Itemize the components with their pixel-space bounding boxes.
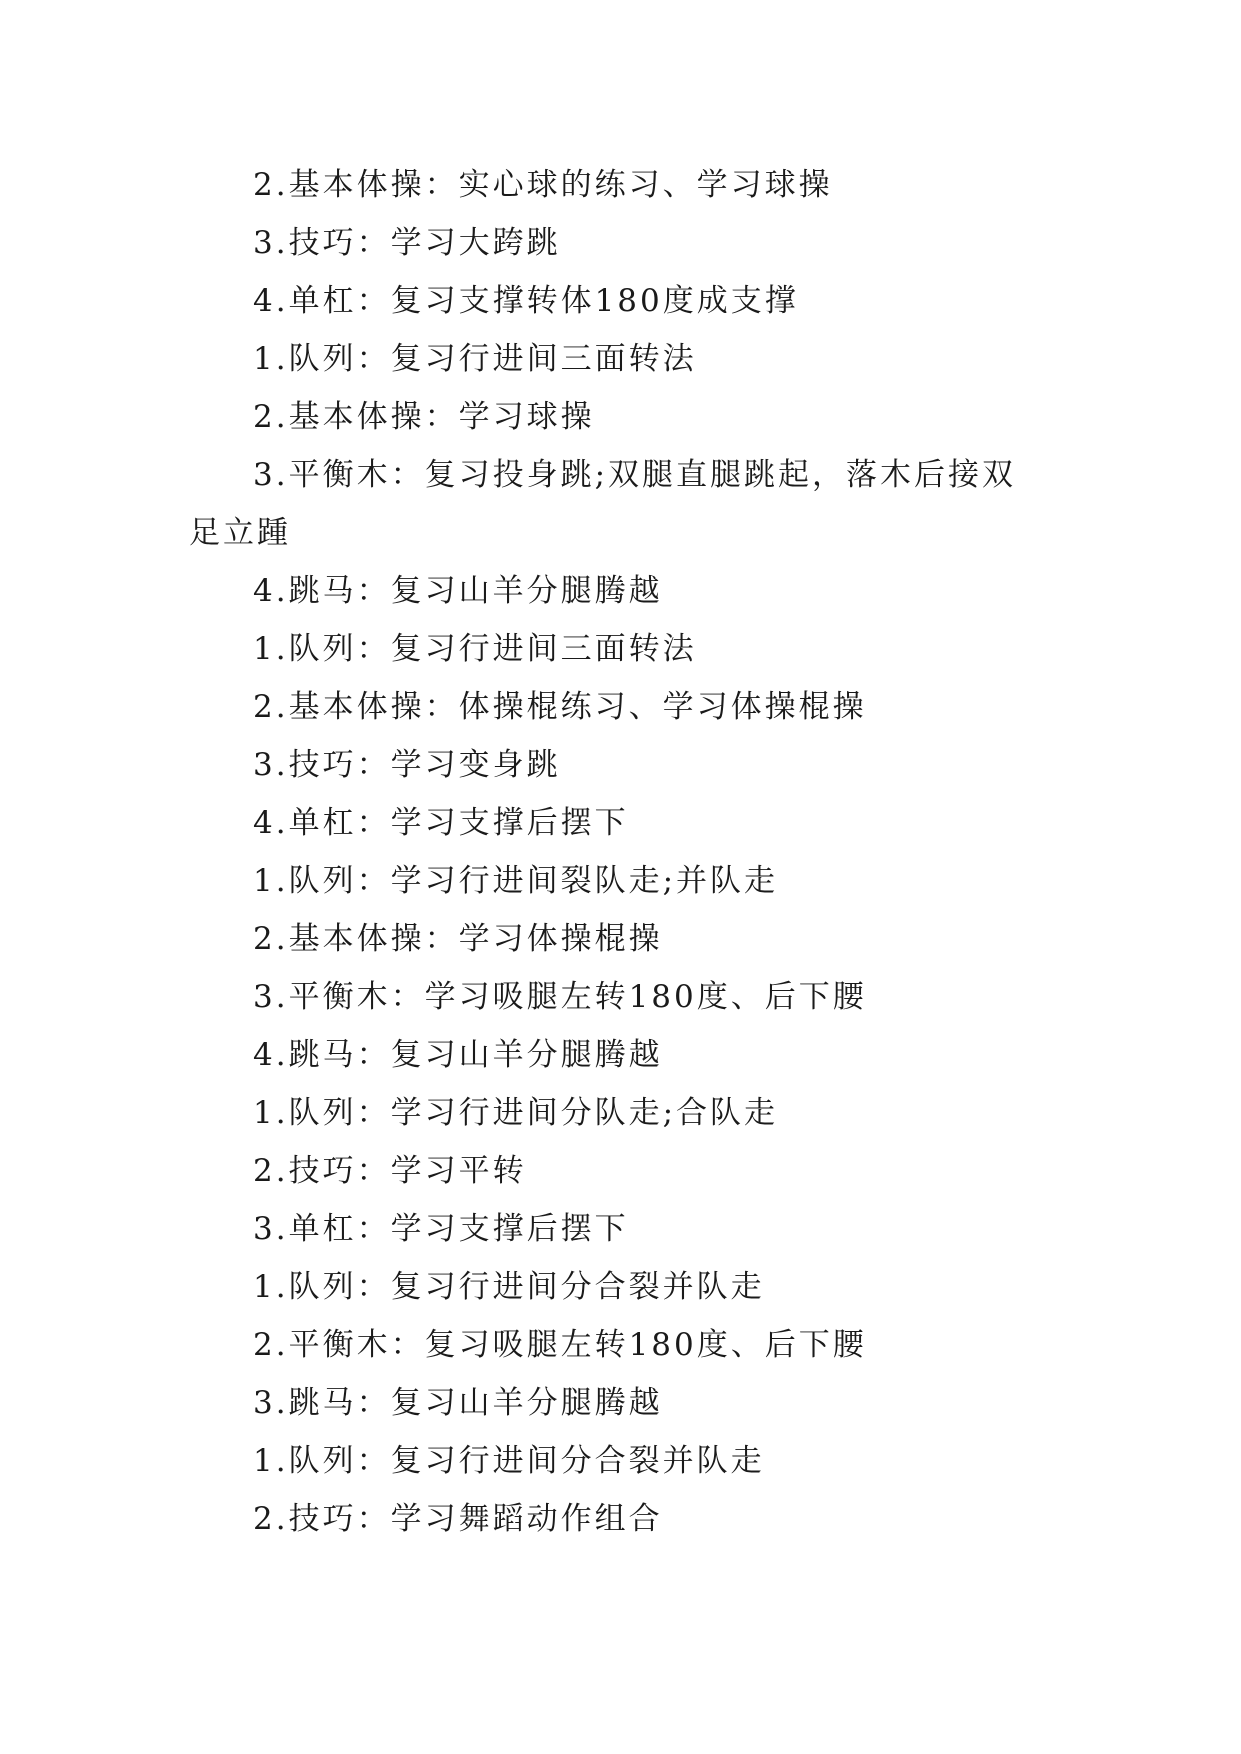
text-line: 3.跳马：复习山羊分腿腾越 xyxy=(253,1385,663,1421)
text-line: 1.队列：复习行进间三面转法 xyxy=(253,631,697,667)
text-line: 2.基本体操：学习体操棍操 xyxy=(253,921,663,957)
text-line: 4.跳马：复习山羊分腿腾越 xyxy=(253,1037,663,1073)
text-line: 1.队列：学习行进间分队走;合队走 xyxy=(253,1095,779,1131)
text-line: 2.平衡木：复习吸腿左转180度、后下腰 xyxy=(253,1327,867,1363)
text-line: 2.技巧：学习平转 xyxy=(253,1153,527,1189)
text-line: 3.技巧：学习变身跳 xyxy=(253,747,561,783)
text-line: 3.技巧：学习大跨跳 xyxy=(253,225,561,261)
text-line: 2.技巧：学习舞蹈动作组合 xyxy=(253,1501,663,1537)
text-line: 4.单杠：学习支撑后摆下 xyxy=(253,805,629,841)
document-body xyxy=(189,156,1049,1548)
text-line: 3.平衡木：复习投身跳;双腿直腿跳起，落木后接双足立踵 xyxy=(189,457,1017,551)
text-line: 3.单杠：学习支撑后摆下 xyxy=(253,1211,629,1247)
text-line: 3.平衡木：学习吸腿左转180度、后下腰 xyxy=(253,979,867,1015)
text-line: 4.单杠：复习支撑转体180度成支撑 xyxy=(253,283,799,319)
text-line: 2.基本体操：实心球的练习、学习球操 xyxy=(253,167,833,203)
text-line: 1.队列：复习行进间三面转法 xyxy=(253,341,697,377)
text-line: 2.基本体操：体操棍练习、学习体操棍操 xyxy=(253,689,867,725)
text-line: 1.队列：学习行进间裂队走;并队走 xyxy=(253,863,779,899)
text-line: 2.基本体操：学习球操 xyxy=(253,399,595,435)
text-line: 1.队列：复习行进间分合裂并队走 xyxy=(253,1269,765,1305)
text-line: 4.跳马：复习山羊分腿腾越 xyxy=(253,573,663,609)
text-line: 1.队列：复习行进间分合裂并队走 xyxy=(253,1443,765,1479)
